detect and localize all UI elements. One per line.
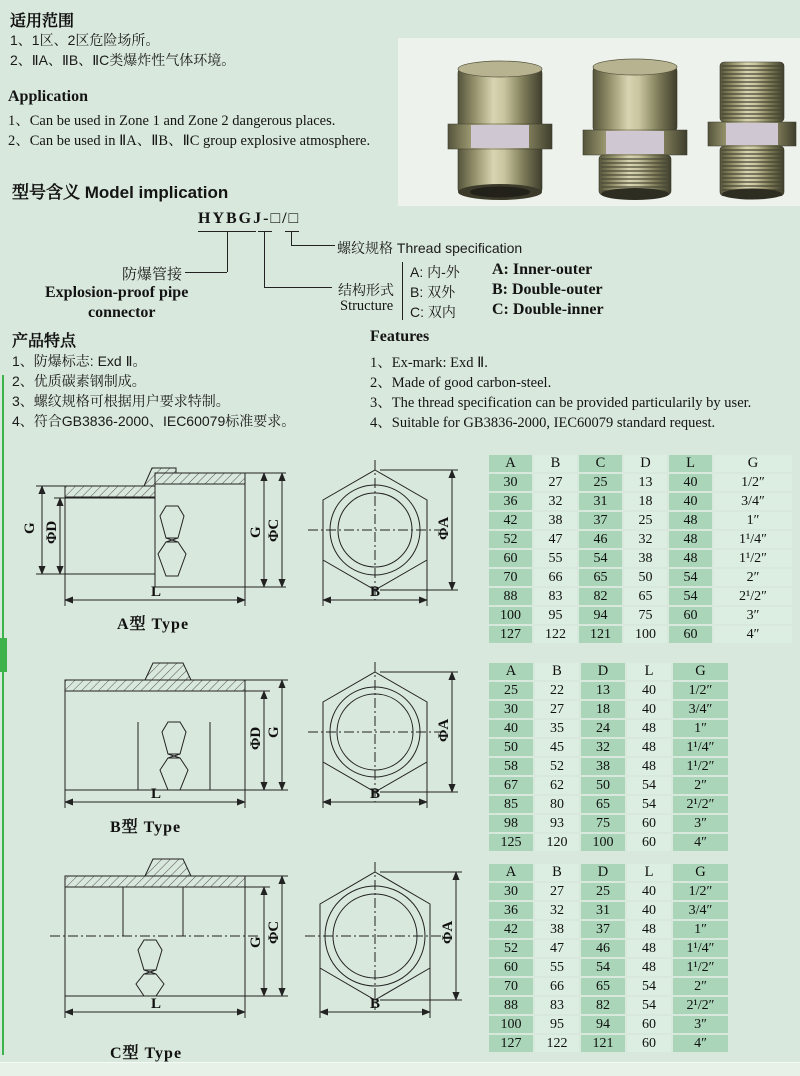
table-cell: 4″ [673,834,728,851]
dim-label-phi-c: ΦC [266,920,282,944]
table-cell: 48 [627,739,671,756]
table-cell: 40 [627,883,671,900]
table-cell: 95 [534,607,577,624]
table-cell: 54 [579,550,622,567]
drawing-a-type [20,448,480,615]
table-cell: 32 [534,493,577,510]
table-cell: 65 [624,588,667,605]
table-cell: 30 [489,474,532,491]
table-cell: 3/4″ [673,701,728,718]
spec-table-a [487,453,794,645]
table-cell: 66 [535,978,579,995]
connector-inner-outer [583,59,687,200]
table-cell: 48 [669,512,712,529]
table-header-cell: B [535,663,579,680]
table-cell: 70 [489,978,533,995]
features-cn-title: 产品特点 [12,333,77,350]
table-cell: 85 [489,796,533,813]
table-cell: 1¹/2″ [714,550,792,567]
table-cell: 52 [489,531,532,548]
leader-box1-vertical [264,231,265,288]
table-cell: 2¹/2″ [673,997,728,1014]
table-cell: 83 [534,588,577,605]
table-cell: 54 [669,569,712,586]
table-cell: 48 [627,940,671,957]
table-cell: 2¹/2″ [714,588,792,605]
structure-option-en: A: Inner-outer [492,261,593,278]
table-header-cell: A [489,663,533,680]
table-header-cell: C [579,455,622,472]
table-cell: 40 [669,474,712,491]
table-cell: 65 [581,978,625,995]
table-cell: 32 [535,902,579,919]
thread-spec-label: 螺纹规格 Thread specification [337,240,523,256]
dim-label-b: B [370,996,381,1012]
table-cell: 122 [534,626,577,643]
table-cell: 31 [581,902,625,919]
nipple-double-outer [708,62,796,200]
table-cell: 3″ [673,1016,728,1033]
table-cell: 36 [489,493,532,510]
table-header-cell: G [714,455,792,472]
table-cell: 75 [581,815,625,832]
table-cell: 60 [669,626,712,643]
application-title: Application [8,88,89,105]
features-en-item: 4、Suitable for GB3836-2000, IEC60079 standard request. [370,415,716,431]
table-cell: 25 [624,512,667,529]
table-cell: 40 [669,493,712,510]
table-cell: 54 [627,978,671,995]
table-cell: 55 [535,959,579,976]
table-cell: 2″ [673,978,728,995]
table-cell: 42 [489,512,532,529]
table-cell: 80 [535,796,579,813]
table-cell: 60 [627,1035,671,1052]
table-cell: 35 [535,720,579,737]
leader-code-horizontal [185,272,227,273]
left-edge-green-tab [0,638,7,672]
table-header-cell: G [673,663,728,680]
structure-option-en: C: Double-inner [492,301,604,318]
dim-label-l: L [151,584,162,600]
table-cell: 27 [535,701,579,718]
table-cell: 54 [627,777,671,794]
table-cell: 94 [579,607,622,624]
table-cell: 27 [534,474,577,491]
dim-label-phi-d: ΦD [44,520,60,544]
dim-label-l: L [151,996,162,1012]
table-cell: 82 [579,588,622,605]
table-cell: 32 [624,531,667,548]
drawing-c-type [20,848,480,1043]
table-header-cell: L [669,455,712,472]
leader-box2-vertical [291,231,292,246]
table-cell: 98 [489,815,533,832]
table-cell: 1¹/2″ [673,959,728,976]
model-left-label-en2: connector [88,304,156,321]
table-cell: 30 [489,701,533,718]
table-cell: 3/4″ [673,902,728,919]
table-cell: 18 [581,701,625,718]
table-cell: 70 [489,569,532,586]
structure-label-en: Structure [340,298,394,314]
table-cell: 62 [535,777,579,794]
table-cell: 31 [579,493,622,510]
product-photo [398,38,800,206]
table-cell: 50 [489,739,533,756]
scope-item: 1、1区、2区危险场所。 [10,32,160,48]
pipe-connectors-photo-image [398,38,800,206]
table-cell: 60 [489,959,533,976]
features-en-item: 2、Made of good carbon-steel. [370,375,552,391]
dim-label-phi-a: ΦA [436,516,452,540]
table-cell: 36 [489,902,533,919]
table-cell: 88 [489,588,532,605]
dim-label-b: B [370,786,381,802]
scope-title: 适用范围 [10,13,75,30]
table-cell: 95 [535,1016,579,1033]
features-en-item: 3、The thread specification can be provided particularily by user. [370,395,752,411]
dim-label-g-left: G [22,522,38,534]
table-cell: 48 [627,720,671,737]
leader-box2-horizontal [291,245,335,246]
table-cell: 40 [627,701,671,718]
table-cell: 30 [489,883,533,900]
table-cell: 3″ [673,815,728,832]
application-item: 1、Can be used in Zone 1 and Zone 2 dangerous places. [8,113,336,129]
table-cell: 48 [627,959,671,976]
table-cell: 1″ [714,512,792,529]
table-cell: 50 [624,569,667,586]
table-cell: 46 [581,940,625,957]
structure-divider-line [402,262,403,320]
table-cell: 32 [581,739,625,756]
table-cell: 52 [535,758,579,775]
underline-box2 [285,231,299,232]
table-cell: 25 [579,474,622,491]
table-cell: 54 [627,796,671,813]
table-cell: 66 [534,569,577,586]
table-cell: 13 [624,474,667,491]
table-cell: 48 [627,921,671,938]
features-en-item: 1、Ex-mark: Exd Ⅱ. [370,355,488,371]
table-cell: 46 [579,531,622,548]
table-header-cell: A [489,864,533,881]
table-cell: 24 [581,720,625,737]
table-cell: 1¹/2″ [673,758,728,775]
table-cell: 83 [535,997,579,1014]
table-cell: 94 [581,1016,625,1033]
model-left-label-cn: 防爆管接 [122,266,183,283]
leader-box1-horizontal [264,287,332,288]
table-cell: 65 [581,796,625,813]
structure-option-cn: C: 双内 [410,304,456,320]
features-cn-item: 1、防爆标志: Exd Ⅱ。 [12,353,147,369]
coupling-double-inner [448,61,552,200]
features-cn-item: 4、符合GB3836-2000、IEC60079标准要求。 [12,413,296,429]
table-cell: 125 [489,834,533,851]
drawing-c-caption: C型 Type [110,1045,183,1062]
table-header-cell: D [624,455,667,472]
table-cell: 121 [579,626,622,643]
table-header-cell: G [673,864,728,881]
table-cell: 40 [489,720,533,737]
table-header-cell: L [627,864,671,881]
table-cell: 67 [489,777,533,794]
table-cell: 37 [581,921,625,938]
table-header-cell: B [535,864,579,881]
table-cell: 60 [489,550,532,567]
spec-table-c [487,862,730,1054]
table-cell: 55 [534,550,577,567]
table-cell: 4″ [714,626,792,643]
table-cell: 1¹/4″ [673,739,728,756]
table-cell: 121 [581,1035,625,1052]
drawing-b-caption: B型 Type [110,819,182,836]
table-cell: 122 [535,1035,579,1052]
table-cell: 100 [581,834,625,851]
dim-label-phi-d: ΦD [248,726,264,750]
table-cell: 50 [581,777,625,794]
table-cell: 2¹/2″ [673,796,728,813]
dim-label-g: G [248,936,264,948]
table-cell: 2″ [673,777,728,794]
table-cell: 75 [624,607,667,624]
table-header-cell: B [534,455,577,472]
leader-code-vertical [227,231,228,272]
table-cell: 58 [489,758,533,775]
table-cell: 60 [627,834,671,851]
underline-box1 [258,231,272,232]
drawing-b-type [20,650,480,817]
table-cell: 22 [535,682,579,699]
table-cell: 127 [489,1035,533,1052]
table-cell: 40 [627,682,671,699]
left-edge-green-line [2,375,4,1055]
table-cell: 100 [624,626,667,643]
table-cell: 1/2″ [673,682,728,699]
table-cell: 60 [669,607,712,624]
features-en-title: Features [370,328,430,345]
table-cell: 1¹/4″ [714,531,792,548]
structure-option-cn: B: 双外 [410,284,456,300]
table-header-cell: A [489,455,532,472]
dim-label-g: G [266,726,282,738]
table-cell: 54 [627,997,671,1014]
table-cell: 120 [535,834,579,851]
model-code: HYBGJ-□/□ [198,210,301,227]
table-cell: 60 [627,1016,671,1033]
table-cell: 27 [535,883,579,900]
features-cn-item: 3、螺纹规格可根据用户要求特制。 [12,393,230,409]
table-cell: 48 [669,531,712,548]
table-cell: 100 [489,1016,533,1033]
table-cell: 82 [581,997,625,1014]
table-cell: 25 [581,883,625,900]
table-cell: 1/2″ [714,474,792,491]
table-cell: 1/2″ [673,883,728,900]
table-cell: 100 [489,607,532,624]
drawing-a-caption: A型 Type [117,616,190,633]
structure-option-en: B: Double-outer [492,281,603,298]
table-cell: 38 [535,921,579,938]
table-cell: 127 [489,626,532,643]
table-cell: 42 [489,921,533,938]
table-cell: 60 [627,815,671,832]
dim-label-g-right: G [248,526,264,538]
table-cell: 40 [627,902,671,919]
table-cell: 52 [489,940,533,957]
table-cell: 45 [535,739,579,756]
table-cell: 13 [581,682,625,699]
table-cell: 2″ [714,569,792,586]
model-title: 型号含义 Model implication [12,183,229,202]
spec-table-b [487,661,730,853]
table-cell: 48 [627,758,671,775]
table-cell: 3″ [714,607,792,624]
table-cell: 38 [624,550,667,567]
table-cell: 1″ [673,720,728,737]
scope-item: 2、ⅡA、ⅡB、ⅡC类爆炸性气体环境。 [10,52,236,68]
dim-label-b: B [370,584,381,600]
table-cell: 37 [579,512,622,529]
dim-label-phi-a: ΦA [436,718,452,742]
table-cell: 38 [534,512,577,529]
table-header-cell: D [581,663,625,680]
table-cell: 47 [535,940,579,957]
table-cell: 48 [669,550,712,567]
table-cell: 25 [489,682,533,699]
table-cell: 54 [581,959,625,976]
bottom-strip [0,1062,800,1076]
table-cell: 93 [535,815,579,832]
application-item: 2、Can be used in ⅡA、ⅡB、ⅡC group explosive atmosphere. [8,133,371,149]
dim-label-phi-c: ΦC [266,518,282,542]
table-cell: 3/4″ [714,493,792,510]
table-cell: 88 [489,997,533,1014]
dim-label-l: L [151,786,162,802]
table-cell: 47 [534,531,577,548]
table-cell: 4″ [673,1035,728,1052]
table-header-cell: L [627,663,671,680]
table-cell: 1″ [673,921,728,938]
dim-label-phi-a: ΦA [440,920,456,944]
table-cell: 54 [669,588,712,605]
structure-label-cn: 结构形式 [338,282,394,298]
table-header-cell: D [581,864,625,881]
table-cell: 1¹/4″ [673,940,728,957]
table-cell: 65 [579,569,622,586]
model-left-label-en1: Explosion-proof pipe [45,284,189,301]
table-cell: 18 [624,493,667,510]
features-cn-item: 2、优质碳素钢制成。 [12,373,146,389]
table-cell: 38 [581,758,625,775]
structure-option-cn: A: 内-外 [410,264,460,280]
